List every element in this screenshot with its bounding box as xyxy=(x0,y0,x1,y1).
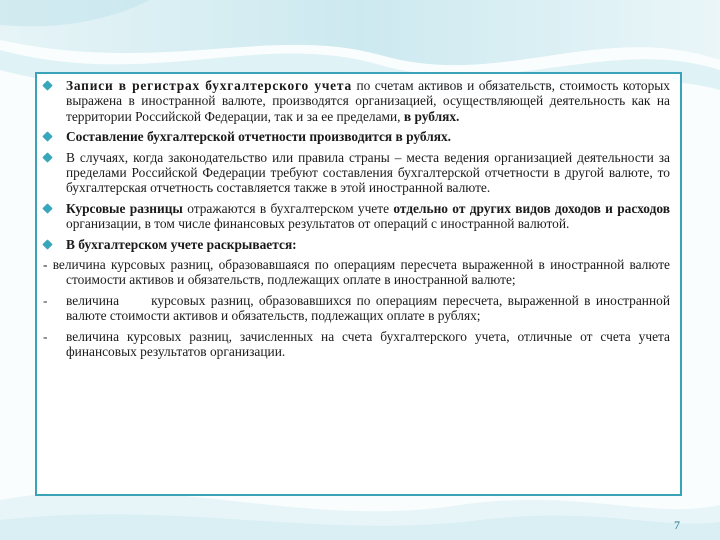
list-item xyxy=(37,78,680,124)
item-text: организации, в том числе финансовых результатов от операций с иностранной валютой. xyxy=(66,216,570,232)
item-text: - величина курсовых разниц, образовавшаяся по операциям пересчета выраженной в иностранной валюте стоимости активов и обязательств, подлежащих оплате в иностранной валюте; xyxy=(43,257,670,288)
list-item xyxy=(37,201,680,232)
dash-marker: - xyxy=(43,328,48,344)
content-box xyxy=(35,72,682,496)
list-item xyxy=(37,237,680,252)
item-text: величина курсовых разниц, образовавшихся по операциям пересчета, выраженной в иностранной валюте стоимости активов и обязательств, подлежащих оплате в рублях; xyxy=(66,292,674,324)
diamond-bullet-icon xyxy=(43,78,52,93)
page-number: 7 xyxy=(674,518,680,532)
item-text-bold: Записи в регистрах бухгалтерского учета xyxy=(66,78,352,93)
diamond-bullet-icon xyxy=(43,129,52,144)
list-item xyxy=(37,129,680,144)
diamond-bullet-icon xyxy=(43,150,52,165)
text-area xyxy=(37,78,680,365)
item-text: отражаются в бухгалтерском учете xyxy=(182,200,394,216)
dash-list-item xyxy=(37,329,680,360)
dash-list-item xyxy=(37,257,680,288)
item-text-bold: Составление бухгалтерской отчетности производится в рублях. xyxy=(66,129,452,145)
item-text: по счетам активов и обязательств, стоимость которых выражена в иностранной валюте, производятся организацией, осуществляющей деятельность как на территории Российской Федерации, так и за ее пределами, xyxy=(66,78,670,124)
diamond-bullet-icon xyxy=(43,237,52,252)
dash-marker: - xyxy=(43,292,48,308)
item-text-bold: отдельно от других видов доходов и расходов xyxy=(393,200,670,216)
item-text: В случаях, когда законодательство или правила страны – места ведения организацией деятельности за пределами Российской Федерации требуют составления бухгалтерской отчетности в другой валюте, то бухгалтерская отчетность составляется также в этой иностранной валюте. xyxy=(66,149,670,196)
item-text: величина курсовых разниц, зачисленных на счета бухгалтерского учета, отличные от счета учета финансовых результатов организации. xyxy=(66,328,670,360)
dash-list-item xyxy=(37,293,680,324)
diamond-bullet-icon xyxy=(43,201,52,216)
item-text-bold: Курсовые разницы xyxy=(66,200,183,216)
item-text-bold: В бухгалтерском учете раскрывается: xyxy=(66,236,297,252)
list-item xyxy=(37,150,680,196)
item-text-bold: в рублях. xyxy=(400,108,460,124)
